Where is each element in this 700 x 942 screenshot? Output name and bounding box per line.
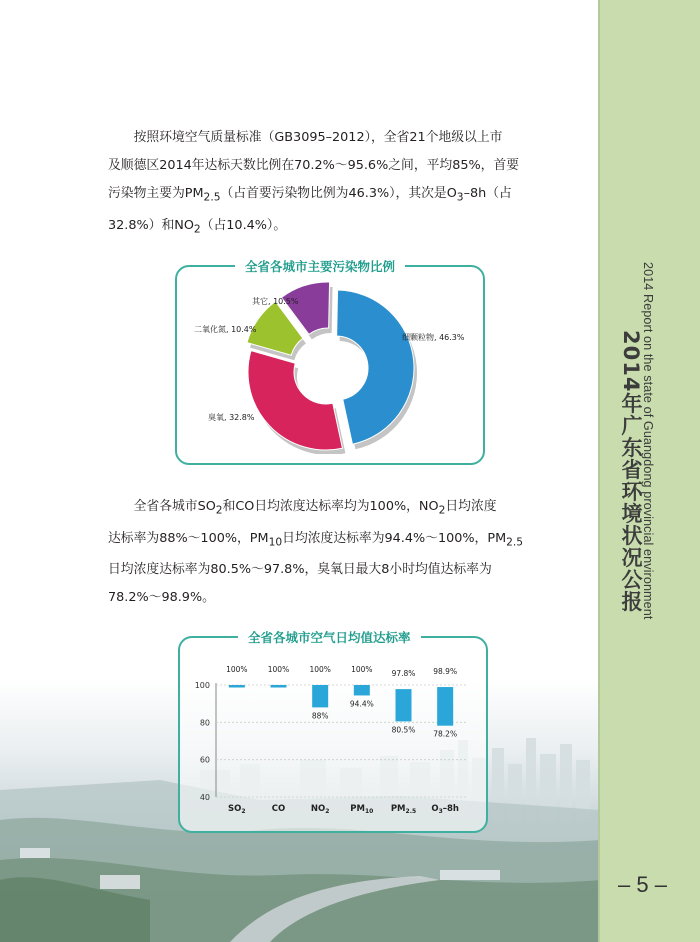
donut-label-2: 二氧化氮, 10.4% — [194, 325, 257, 334]
bar-max-label-4: 97.8% — [391, 669, 416, 679]
para2-line-1: 全省各城市$SO_2$和CO日均浓度达标率均为100%，$NO_2$日均浓度 — [108, 499, 497, 517]
donut-label-3: 其它, 10.5% — [252, 297, 299, 306]
paragraph-compliance-summary — [108, 493, 553, 612]
bar-max-label-3: 100% — [351, 665, 373, 674]
bar-max-label-5: 98.9% — [433, 667, 458, 677]
y-tick-label-2: 60 — [199, 755, 210, 765]
donut-slice-0 — [337, 290, 414, 444]
y-tick-label-0: 100 — [194, 681, 210, 690]
category-label-1: CO — [271, 804, 286, 814]
bar-2 — [312, 685, 328, 707]
pollutant-donut-chart — [180, 282, 476, 454]
y-tick-label-3: 40 — [199, 793, 210, 802]
para2-line-2: 达标率为88%～100%，$PM_{10}$日均浓度达标率为94.4%～100%，$PM_{2.5}$ — [108, 530, 524, 549]
category-label-3: $PM_{10}$ — [350, 804, 374, 815]
bar-1 — [271, 685, 287, 688]
page-number: – 5 – — [618, 872, 667, 897]
bar-5 — [437, 687, 453, 726]
report-title-chinese: 2014年广东省环境状况公报 — [619, 330, 643, 613]
bar-3 — [354, 685, 370, 695]
paragraph-pollutant-summary — [108, 124, 553, 243]
category-label-4: $PM_{2.5}$ — [390, 804, 417, 815]
para2-line-3: 日均浓度达标率为80.5%～97.8%，臭氧日最大8小时均值达标率为 — [108, 562, 492, 578]
y-tick-label-1: 80 — [199, 718, 210, 728]
para1-line-3: 污染物主要为$PM_{2.5}$（占首要污染物比例为46.3%），其次是$O_3-8h$（占 — [108, 186, 512, 204]
para1-line-2: 及顺德区2014年达标天数比例在70.2%～95.6%之间，平均85%，首要 — [108, 158, 520, 173]
donut-slice-1 — [248, 351, 342, 450]
category-label-2: $NO_2$ — [310, 804, 330, 815]
donut-label-1: 臭氧, 32.8% — [208, 413, 255, 422]
bar-max-label-1: 100% — [267, 665, 290, 674]
bar-max-label-0: 100% — [226, 665, 248, 674]
para2-line-4: 78.2%～98.9%。 — [108, 590, 215, 606]
compliance-chart-title: 全省各城市空气日均值达标率 — [238, 628, 421, 646]
sidebar-edge — [598, 0, 600, 942]
para1-line-1: 按照环境空气质量标准（GB3095–2012），全省21个地级以上市 — [108, 130, 503, 145]
bar-max-label-2: 100% — [309, 665, 331, 674]
category-label-5: $O_3-8h$ — [431, 804, 459, 815]
para1-line-4: 32.8%）和$NO_2$（占10.4%）。 — [108, 217, 287, 236]
bar-4 — [396, 689, 412, 721]
compliance-bar-chart — [180, 650, 480, 820]
bar-min-label-3: 94.4% — [349, 699, 374, 709]
bar-min-label-2: 88% — [311, 711, 329, 721]
donut-label-0: 细颗粒物, 46.3% — [402, 333, 465, 342]
pollutant-chart-title: 全省各城市主要污染物比例 — [235, 257, 405, 275]
bar-min-label-4: 80.5% — [391, 725, 416, 735]
bar-min-label-5: 78.2% — [433, 729, 458, 739]
bar-0 — [229, 685, 245, 688]
report-title-english: 2014 Report on the state of Guangdong provincial environment — [641, 262, 655, 620]
category-label-0: $SO_2$ — [228, 804, 246, 815]
